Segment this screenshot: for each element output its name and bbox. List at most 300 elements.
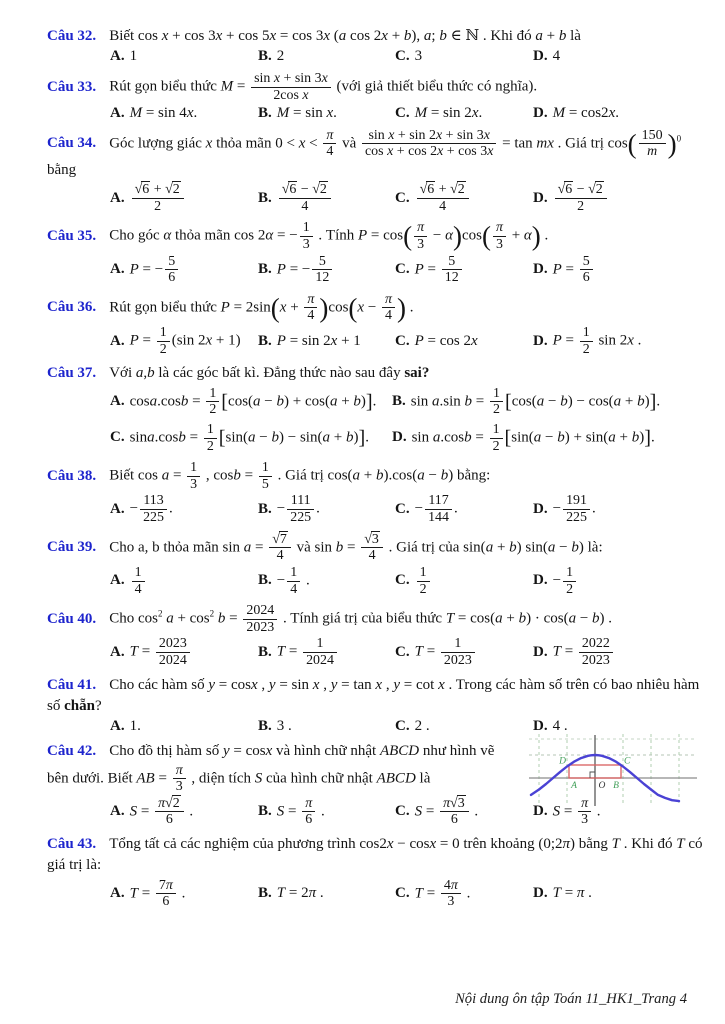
option-label: B.: [258, 261, 272, 278]
fraction-numerator: π: [385, 291, 393, 307]
answer-option-A: A. T = $\frac{7\pi}{6}$ .: [110, 877, 186, 910]
question-number: Câu 37.: [47, 365, 97, 382]
sqrt-radicand: 2: [172, 182, 180, 198]
option-label: B.: [258, 189, 272, 206]
figure-label-D: D: [559, 756, 566, 767]
fraction-numerator: 1: [454, 636, 462, 652]
answer-option-A: A. P = $\frac{1}{2}$ (sin 2x + 1): [110, 325, 241, 357]
question-number: Câu 33.: [47, 78, 97, 95]
option-label: D.: [533, 885, 548, 902]
fraction-denominator: 4: [382, 307, 395, 324]
option-label: C.: [395, 48, 410, 65]
fraction-denominator: 2: [490, 438, 503, 455]
answer-option-A: A. M = sin 4x.: [110, 104, 198, 121]
fraction-numerator: 4π: [443, 877, 458, 893]
option-label: D.: [533, 803, 548, 820]
fraction: [490, 422, 503, 454]
superscript: 0: [676, 133, 682, 144]
fraction-denominator: 4: [132, 581, 145, 598]
answer-option-C: C. 2 .: [395, 718, 430, 735]
figure-label-O: O: [598, 781, 606, 792]
option-label: A.: [110, 643, 125, 660]
option-label: B.: [258, 803, 272, 820]
sqrt-radicand: 6: [142, 182, 150, 198]
fraction: [302, 796, 315, 828]
fraction-numerator: π: [307, 291, 315, 307]
answer-option-D: D. T = π .: [533, 885, 592, 902]
question: [47, 363, 703, 454]
big-paren: (: [348, 292, 358, 323]
fraction-numerator: 5: [448, 253, 456, 269]
fraction: [300, 220, 313, 252]
fraction-numerator: 1: [134, 564, 142, 580]
big-paren: ): [667, 128, 677, 159]
answer-option-D: D. − $\frac{191}{225}$ .: [533, 493, 596, 526]
answer-option-D: D. P = $\frac{5}{6}$: [533, 254, 595, 286]
fraction-numerator: 1: [302, 220, 310, 236]
fraction-numerator: π: [581, 795, 589, 811]
big-bracket: ]: [365, 390, 373, 413]
fraction: [580, 325, 593, 357]
fraction-denominator: 5: [259, 476, 272, 493]
fraction-denominator: 3: [414, 236, 427, 253]
big-paren: ): [319, 292, 329, 323]
fraction-numerator: 117: [428, 493, 449, 509]
fraction-denominator: 2: [417, 581, 430, 598]
answer-option-D: D. 4: [533, 48, 561, 65]
fraction-denominator: 144: [425, 509, 452, 526]
fraction: [362, 128, 496, 160]
option-label: A.: [110, 885, 125, 902]
fraction: [361, 532, 383, 564]
big-paren: ): [452, 221, 462, 252]
option-label: C.: [395, 572, 410, 589]
fraction-denominator: 4: [287, 581, 300, 598]
fraction: [156, 636, 190, 668]
answer-option-C: C. T = $\frac{1}{2023}$: [395, 636, 477, 668]
fraction: [563, 565, 576, 597]
sqrt-symbol: √: [312, 182, 320, 198]
fraction: [441, 878, 461, 910]
fraction: [259, 460, 272, 492]
fraction-denominator: 2: [580, 341, 593, 358]
fraction-denominator: 6: [440, 811, 469, 828]
answer-options: [47, 636, 703, 668]
fraction: [187, 460, 200, 492]
fraction-denominator: 6: [580, 269, 593, 286]
sqrt-radicand: 6: [289, 182, 297, 198]
option-label: B.: [392, 393, 406, 410]
bold-text: chẵn: [64, 697, 95, 714]
option-label: B.: [258, 643, 272, 660]
question-number: Câu 43.: [47, 836, 97, 853]
fraction-denominator: 3: [187, 476, 200, 493]
option-label: D.: [533, 261, 548, 278]
question-text: Câu 35. Cho góc α thỏa mãn cos 2α = − $\frac{1}{3}$ . Tính P = cos( $\frac{\pi}{3}$ − α)cos( $\frac{\pi}{3}$ + α) .: [47, 220, 549, 252]
fraction-numerator: 1: [290, 564, 298, 580]
question-number: Câu 36.: [47, 299, 97, 316]
fraction-numerator: π: [495, 220, 503, 236]
answer-option-C: C. sina.cosb = $\frac{1}{2}$ [sin(a − b) − sin(a + b)].: [110, 421, 369, 454]
fraction-denominator: 2: [132, 198, 184, 215]
fraction: [323, 128, 336, 160]
fraction: [490, 386, 503, 418]
sqrt-radicand: 6: [427, 182, 435, 198]
option-label: C.: [395, 189, 410, 206]
sqrt: [282, 182, 298, 197]
option-label: C.: [395, 803, 410, 820]
fraction-denominator: 4: [279, 198, 331, 215]
option-label: B.: [258, 48, 272, 65]
big-paren: (: [270, 292, 280, 323]
big-paren: (: [403, 221, 413, 252]
answer-option-B: B. P = sin 2x + 1: [258, 332, 361, 349]
fraction-numerator: sin x + sin 3x: [254, 71, 328, 87]
option-label: C.: [395, 261, 410, 278]
answer-options: [47, 254, 703, 286]
answer-option-A: A. T = $\frac{2023}{2024}$: [110, 636, 192, 668]
option-label: A.: [110, 500, 125, 517]
sqrt-symbol: √: [281, 182, 290, 198]
fraction-numerator: 2022: [581, 636, 610, 652]
answer-option-B: B. P = − $\frac{5}{12}$: [258, 254, 334, 286]
answer-option-C: C. M = sin 2x.: [395, 104, 483, 121]
fraction: [382, 292, 395, 324]
question-text: Câu 34. Góc lượng giác x thỏa mãn 0 < x < $\frac{\pi}{4}$ và $\frac{\text{sin x + sin 2x + sin 3x}}{\text{cos x + cos 2x + cos 3x}}$ = tan mx . Giá trị cos( $\frac{150}{m}$ )$^0$ bằng: [47, 127, 682, 178]
fraction-numerator: √6 − √2: [281, 182, 327, 198]
sqrt: [272, 532, 288, 547]
answer-option-D: D. sin a.cosb = $\frac{1}{2}$ [sin(a − b) + sin(a + b)].: [392, 421, 655, 454]
fraction-denominator: 6: [165, 269, 178, 286]
option-label: D.: [533, 48, 548, 65]
question-number: Câu 35.: [47, 227, 97, 244]
fraction-numerator: π√2: [158, 795, 180, 811]
question: [47, 460, 703, 526]
fraction-denominator: 3: [493, 236, 506, 253]
question-text: Câu 43. Tổng tất cả các nghiệm của phương trình cos2x − cosx = 0 trên khoảng (0;2π) bằng T . Khi đó T có giá trị là:: [47, 836, 703, 874]
fraction-denominator: 4: [304, 307, 317, 324]
answer-option-A: [110, 565, 147, 597]
superscript: 2: [157, 608, 163, 619]
fraction: [140, 493, 167, 525]
fraction-numerator: 111: [290, 493, 311, 509]
option-label: D.: [533, 572, 548, 589]
fraction-denominator: m: [639, 143, 666, 160]
question-number: Câu 40.: [47, 610, 97, 627]
fraction-denominator: 2: [490, 401, 503, 418]
fraction-numerator: 5: [318, 253, 326, 269]
fraction: [251, 71, 331, 103]
option-label: D.: [533, 332, 548, 349]
fraction-numerator: 2024: [246, 603, 275, 619]
fraction-numerator: 1: [419, 564, 427, 580]
big-paren: (: [481, 221, 491, 252]
option-label: B.: [258, 718, 272, 735]
question-text: Câu 36. Rút gọn biểu thức P = 2sin(x + $\frac{\pi}{4}$ )cos(x − $\frac{\pi}{4}$ ) .: [47, 291, 414, 324]
fraction-denominator: 2023: [579, 652, 613, 669]
figure-label-A: A: [571, 781, 577, 792]
fraction-numerator: √6 + √2: [134, 182, 180, 198]
answer-option-A: A. S = $\frac{\pi√2}{6}$ .: [110, 795, 194, 828]
question-text: Câu 38. Biết cos a = $\frac{1}{3}$ , cosb = $\frac{1}{5}$ . Giá trị cos(a + b).cos(a − b) bằng:: [47, 460, 491, 492]
fraction-denominator: 2024: [156, 652, 190, 669]
fraction-denominator: 2024: [303, 652, 337, 669]
sqrt-symbol: √: [165, 795, 173, 811]
answer-options: [47, 493, 703, 525]
answer-options: [47, 182, 703, 214]
answer-option-B: B. T = 2π .: [258, 885, 324, 902]
answer-option-C: C. 3: [395, 48, 423, 65]
option-label: B.: [258, 885, 272, 902]
fraction-numerator: 1: [190, 460, 198, 476]
answer-option-D: D. T = $\frac{2022}{2023}$: [533, 636, 615, 668]
answer-option-C: C. T = $\frac{4\pi}{3}$ .: [395, 877, 471, 910]
fraction-denominator: 225: [563, 509, 590, 526]
sqrt-radicand: 2: [457, 182, 465, 198]
sqrt: [165, 796, 181, 811]
sqrt-radicand: 3: [371, 531, 379, 547]
answer-option-B: B. M = sin x.: [258, 104, 337, 121]
sqrt: [420, 182, 436, 197]
fraction: [204, 422, 217, 454]
fraction-denominator: 12: [312, 269, 332, 286]
figure-label-B: B: [613, 781, 619, 792]
fraction-numerator: 5: [582, 253, 590, 269]
answer-options: [47, 878, 703, 910]
page-footer: [455, 991, 687, 1008]
fraction-numerator: 1: [316, 636, 324, 652]
option-label: A.: [110, 393, 125, 410]
option-label: A.: [110, 332, 125, 349]
question: [47, 834, 703, 910]
question-list: [47, 26, 703, 910]
fraction-denominator: 2: [206, 401, 219, 418]
fraction-numerator: 1: [582, 325, 590, 341]
answer-option-B: [258, 182, 333, 214]
question: [47, 128, 703, 215]
sqrt-symbol: √: [134, 182, 143, 198]
answer-option-A: A. P = − $\frac{5}{6}$: [110, 254, 180, 286]
fraction-numerator: 113: [143, 493, 164, 509]
big-bracket: ]: [649, 390, 657, 413]
fraction-numerator: 1: [492, 421, 500, 437]
question-number: Câu 38.: [47, 467, 97, 484]
answer-option-B: B. T = $\frac{1}{2024}$: [258, 636, 339, 668]
figure-label-C: C: [624, 756, 631, 767]
fraction: [417, 182, 469, 214]
fraction: [414, 220, 427, 252]
question-text: Câu 37. Với a,b là các góc bất kì. Đẳng thức nào sau đây sai?: [47, 365, 430, 382]
answer-options: [47, 48, 703, 65]
fraction: [563, 493, 590, 525]
answer-option-D: D. P = $\frac{1}{2}$ sin 2x .: [533, 325, 642, 357]
question-text: Câu 39. Cho a, b thỏa mãn sin a = $\frac{√7}{4}$ và sin b = $\frac{√3}{4}$ . Giá trị của sin(a + b) sin(a − b) là:: [47, 531, 603, 564]
fraction: [580, 254, 593, 286]
fraction-denominator: 2023: [441, 652, 475, 669]
fraction-denominator: 4: [417, 198, 469, 215]
sqrt-symbol: √: [419, 182, 428, 198]
question-number: Câu 32.: [47, 28, 97, 44]
answer-option-D: D. S = $\frac{\pi}{3}$ .: [533, 795, 601, 828]
fraction-denominator: 12: [442, 269, 462, 286]
option-label: C.: [395, 332, 410, 349]
question-number: Câu 34.: [47, 135, 97, 152]
sqrt-radicand: 2: [319, 182, 327, 198]
question-number: Câu 42.: [47, 743, 97, 760]
option-label: C.: [110, 429, 125, 446]
sqrt-radicand: 7: [279, 531, 287, 547]
fraction: [303, 636, 337, 668]
question: [47, 675, 703, 736]
option-label: D.: [533, 104, 548, 121]
answer-option-C: C. S = $\frac{\pi√3}{6}$ .: [395, 795, 479, 828]
answer-option-C: C. − $\frac{117}{144}$ .: [395, 493, 458, 526]
fraction-denominator: 6: [155, 811, 184, 828]
answer-option-A: A. 1.: [110, 718, 141, 735]
question: [47, 292, 703, 358]
sqrt-radicand: 6: [565, 182, 573, 198]
answer-option-A: A. − $\frac{113}{225}$ .: [110, 493, 173, 526]
fraction-denominator: 4: [269, 547, 291, 564]
fraction-numerator: [269, 532, 291, 548]
option-label: D.: [533, 189, 548, 206]
option-label: B.: [258, 572, 272, 589]
fraction-denominator: 2: [563, 581, 576, 598]
answer-option-C: [395, 565, 432, 597]
fraction-numerator: π: [305, 795, 313, 811]
fraction-numerator: [361, 532, 383, 548]
answer-option-B: B. − $\frac{111}{225}$ .: [258, 493, 320, 526]
question: [47, 532, 703, 598]
big-bracket: [: [504, 390, 512, 413]
sqrt-radicand: 2: [595, 182, 603, 198]
fraction-numerator: 1: [261, 460, 269, 476]
sqrt: [450, 182, 466, 197]
fraction-numerator: 1: [159, 325, 167, 341]
fraction-numerator: 7π: [158, 877, 173, 893]
sqrt: [135, 182, 151, 197]
fraction-denominator: 2023: [243, 619, 277, 636]
fraction: [417, 565, 430, 597]
fraction: [440, 796, 469, 828]
cosine-figure: [529, 732, 701, 812]
big-paren: ): [397, 292, 407, 323]
fraction-denominator: 6: [302, 811, 315, 828]
sqrt: [312, 182, 328, 197]
fraction: [425, 493, 452, 525]
option-label: A.: [110, 104, 125, 121]
fraction-denominator: 2: [157, 341, 170, 358]
fraction: [206, 386, 219, 418]
question: [47, 741, 703, 828]
bold-text: sai?: [404, 365, 430, 382]
answer-option-A: A. 1: [110, 48, 138, 65]
fraction: [287, 493, 314, 525]
option-label: D.: [533, 718, 548, 735]
answer-options: [47, 386, 703, 455]
sqrt-symbol: √: [364, 531, 372, 547]
answer-option-A: A. cosa.cosb = $\frac{1}{2}$ [cos(a − b) + cos(a + b)].: [110, 385, 377, 418]
fraction-denominator: cos x + cos 2x + cos 3x: [362, 143, 496, 160]
question: [47, 71, 703, 121]
option-label: A.: [110, 718, 125, 735]
fraction-numerator: 1: [493, 385, 500, 401]
fraction: [156, 878, 176, 910]
big-paren: ): [531, 221, 541, 252]
option-label: C.: [395, 885, 410, 902]
answer-option-B: B. 3 .: [258, 718, 292, 735]
fraction-numerator: sin x + sin 2x + sin 3x: [368, 127, 490, 143]
big-bracket: [: [221, 390, 229, 413]
fraction-numerator: 2023: [158, 636, 187, 652]
fraction-numerator: π: [326, 127, 334, 143]
fraction-numerator: 1: [566, 564, 574, 580]
answer-option-B: B. 2: [258, 48, 285, 65]
option-label: D.: [533, 643, 548, 660]
sqrt: [558, 182, 574, 197]
option-label: B.: [258, 500, 272, 517]
fraction-numerator: π: [175, 762, 183, 778]
superscript: 2: [209, 608, 215, 619]
option-label: D.: [392, 429, 407, 446]
big-bracket: ]: [358, 427, 366, 450]
sqrt-symbol: √: [272, 531, 280, 547]
fraction-denominator: 3: [173, 778, 186, 795]
fraction-numerator: √6 − √2: [557, 182, 603, 198]
option-label: C.: [395, 500, 410, 517]
question-text: Câu 42. Cho đồ thị hàm số y = cosx và hình chữ nhật ABCD như hình vẽ bên dưới. Biết AB = $\frac{\pi}{3}$ , diện tích S của hình chữ nhật ABCD là: [47, 743, 495, 795]
sqrt-symbol: √: [557, 182, 566, 198]
big-bracket: [: [218, 427, 226, 450]
option-label: A.: [110, 48, 125, 65]
sqrt-radicand: 2: [172, 795, 180, 811]
option-label: C.: [395, 104, 410, 121]
answer-option-C: C. P = $\frac{5}{12}$: [395, 254, 464, 286]
question-number: Câu 41.: [47, 676, 97, 693]
fraction-denominator: 2: [204, 438, 217, 455]
answer-option-C: C. P = cos 2x: [395, 332, 478, 349]
question-text: Câu 32. Biết cos x + cos 3x + cos 5x = cos 3x (a cos 2x + b), a; b ∈ ℕ . Khi đó a + b là: [47, 28, 581, 44]
fraction: [639, 128, 666, 160]
question: [47, 603, 703, 669]
big-bracket: ]: [644, 427, 651, 450]
fraction: [243, 603, 277, 635]
option-label: B.: [258, 104, 272, 121]
answer-option-A: [110, 182, 186, 214]
fraction: [287, 565, 300, 597]
answer-options: [47, 325, 703, 357]
fraction: [579, 636, 613, 668]
answer-option-D: D. 4 .: [533, 718, 568, 735]
question-number: Câu 39.: [47, 539, 97, 556]
sqrt-symbol: √: [450, 795, 458, 811]
sqrt-symbol: √: [450, 182, 458, 198]
fraction: [555, 182, 607, 214]
option-label: A.: [110, 803, 125, 820]
sqrt-symbol: √: [165, 182, 173, 198]
question-text: Câu 40. Cho $\cos^2 a + \cos^2 b$ = $\frac{2024}{2023}$ . Tính giá trị của biểu thức T = cos(a + b) · cos(a − b) .: [47, 603, 613, 635]
answer-option-D: D. − $\frac{1}{2}$: [533, 565, 578, 597]
fraction: [442, 254, 462, 286]
answer-option-D: [533, 182, 609, 214]
fraction: [304, 292, 317, 324]
fraction-numerator: √6 + √2: [419, 182, 465, 198]
question-text: Câu 33. Rút gọn biểu thức M = $\frac{\text{sin x + sin 3x}}{\text{2cos x}}$ (với giả thiết biểu thức có nghĩa).: [47, 71, 538, 103]
fraction: [165, 254, 178, 286]
answer-option-B: B. − $\frac{1}{4}$ .: [258, 564, 310, 597]
answer-option-D: D. M = cos2x.: [533, 104, 619, 121]
fraction-numerator: 1: [206, 421, 214, 437]
